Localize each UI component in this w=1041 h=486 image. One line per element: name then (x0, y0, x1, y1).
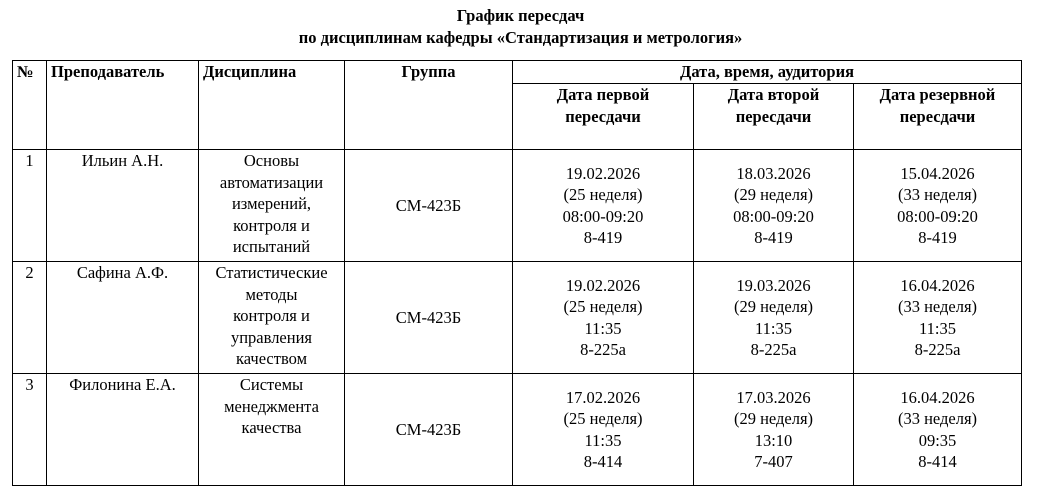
retake-time: 11:35 (584, 318, 622, 338)
subject-line: измерений, (231, 194, 312, 213)
retake-week: (29 неделя) (733, 185, 814, 204)
retake-room: 8-414 (583, 452, 623, 471)
retake-time: 13:10 (754, 430, 793, 450)
retake-room: 8-225а (914, 340, 961, 359)
first-retake-slot (513, 262, 694, 374)
row-number: 1 (13, 150, 47, 262)
retake-room: 8-419 (754, 228, 793, 247)
row-number: 3 (13, 374, 47, 486)
teacher-name: Ильин А.Н. (47, 150, 199, 262)
retake-time: 08:00-09:20 (562, 206, 644, 226)
subject-line: контроля и (233, 215, 310, 235)
header-date-time-room: Дата, время, аудитория (513, 61, 1022, 84)
retake-time: 11:35 (584, 430, 622, 450)
first-retake-slot (513, 374, 694, 486)
header-second-retake-line: пересдачи (735, 106, 812, 126)
second-retake-slot (694, 150, 854, 262)
reserve-retake-slot (854, 150, 1022, 262)
document-title (0, 5, 1041, 49)
header-group: Группа (345, 61, 513, 150)
subject-name (199, 374, 345, 486)
group-code: СМ-423Б (345, 150, 513, 262)
retake-schedule-table (12, 60, 1022, 486)
header-second-retake (694, 84, 854, 150)
retake-room: 8-419 (918, 228, 957, 247)
subject-line: менеджмента (224, 396, 319, 416)
header-reserve-retake (854, 84, 1022, 150)
retake-room: 8-225а (580, 340, 626, 359)
subject-line: автоматизации (219, 172, 324, 192)
subject-line: контроля и (233, 306, 310, 325)
header-second-retake-line: Дата второй (727, 85, 820, 104)
reserve-retake-slot (854, 262, 1022, 374)
retake-week: (25 неделя) (563, 185, 643, 204)
retake-week: (29 неделя) (733, 409, 814, 428)
retake-time: 11:35 (755, 318, 792, 338)
retake-room: 8-419 (583, 228, 623, 247)
row-number: 2 (13, 262, 47, 374)
subject-line: методы (245, 284, 298, 304)
retake-room: 8-225а (750, 340, 797, 359)
subject-line: Основы (243, 151, 300, 170)
table-row (13, 374, 1022, 486)
retake-week: (33 неделя) (897, 185, 978, 204)
subject-line: Статистические (215, 263, 328, 282)
retake-date: 18.03.2026 (736, 163, 811, 183)
subject-name (199, 262, 345, 374)
retake-time: 08:00-09:20 (897, 206, 978, 226)
retake-date: 15.04.2026 (900, 163, 975, 183)
retake-date: 17.02.2026 (565, 387, 641, 407)
header-first-retake-line: Дата первой (556, 85, 650, 104)
table-row (13, 150, 1022, 262)
teacher-name: Сафина А.Ф. (47, 262, 199, 374)
header-reserve-retake-line: Дата резервной (879, 85, 996, 104)
retake-date: 19.03.2026 (736, 275, 811, 295)
second-retake-slot (694, 262, 854, 374)
header-number: № (13, 61, 47, 150)
subject-name (199, 150, 345, 262)
table-row (13, 262, 1022, 374)
subject-line: качества (241, 418, 302, 437)
title-line-1: График пересдач (456, 6, 585, 25)
retake-date: 19.02.2026 (565, 163, 641, 183)
subject-line: Системы (239, 375, 304, 394)
reserve-retake-slot (854, 374, 1022, 486)
retake-time: 11:35 (919, 318, 956, 338)
header-teacher: Преподаватель (47, 61, 199, 150)
title-line-2: по дисциплинам кафедры «Стандартизация и метрология» (298, 28, 743, 47)
first-retake-slot (513, 150, 694, 262)
retake-time: 08:00-09:20 (733, 206, 814, 226)
retake-week: (33 неделя) (897, 409, 978, 428)
retake-week: (29 неделя) (733, 297, 814, 316)
header-first-retake (513, 84, 694, 150)
header-subject: Дисциплина (199, 61, 345, 150)
second-retake-slot (694, 374, 854, 486)
retake-room: 7-407 (754, 452, 793, 471)
retake-date: 16.04.2026 (900, 275, 975, 295)
retake-week: (25 неделя) (563, 297, 643, 316)
retake-date: 19.02.2026 (565, 275, 641, 295)
group-code: СМ-423Б (345, 374, 513, 486)
retake-date: 16.04.2026 (900, 387, 975, 407)
subject-line: управления (230, 327, 313, 347)
subject-line: испытаний (232, 237, 311, 256)
teacher-name: Филонина Е.А. (47, 374, 199, 486)
retake-room: 8-414 (918, 452, 957, 471)
header-first-retake-line: пересдачи (565, 106, 641, 126)
header-reserve-retake-line: пересдачи (899, 106, 976, 126)
subject-line: качеством (235, 349, 308, 368)
retake-time: 09:35 (918, 430, 957, 450)
retake-week: (25 неделя) (563, 409, 643, 428)
retake-week: (33 неделя) (897, 297, 978, 316)
group-code: СМ-423Б (345, 262, 513, 374)
retake-date: 17.03.2026 (736, 387, 811, 407)
